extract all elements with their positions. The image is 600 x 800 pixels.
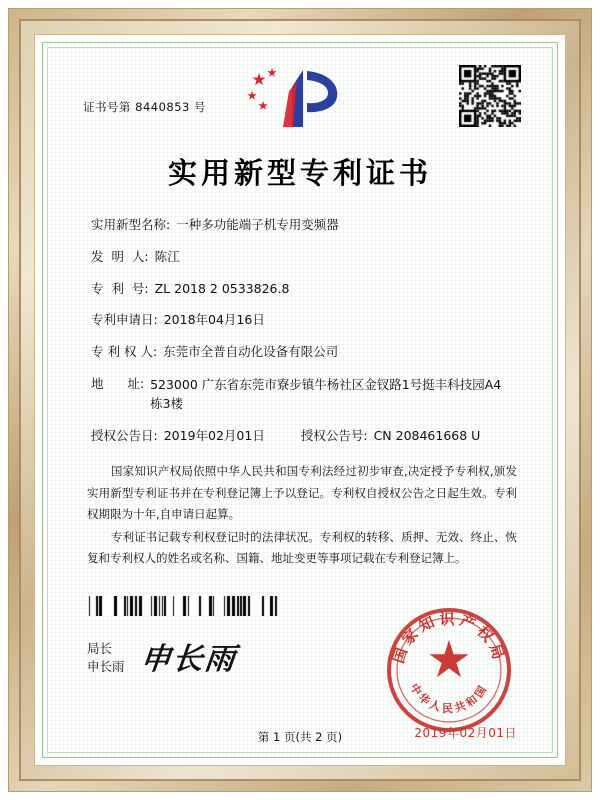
legal-text xyxy=(87,461,517,569)
qr-code xyxy=(459,65,521,127)
page-number: 第 1 页(共 2 页) xyxy=(257,730,343,744)
field-label-grant-date: 授权公告日: xyxy=(91,427,158,443)
field-row-address xyxy=(91,375,513,414)
field-value-grant-date: 2019年02月01日 xyxy=(163,427,265,443)
cnipa-logo-icon xyxy=(245,67,355,131)
field-row-grant-announcement xyxy=(91,427,513,446)
field-label: 发 明 人: xyxy=(91,248,149,264)
signature-label-title: 局长 xyxy=(87,640,113,656)
signature-label-name: 申长雨 xyxy=(87,658,125,674)
svg-text:中华人民共和国: 中华人民共和国 xyxy=(407,680,491,715)
certificate-header xyxy=(69,57,531,135)
certificate-content xyxy=(43,43,557,757)
page-title: 实用新型专利证书 xyxy=(167,156,432,190)
official-seal xyxy=(385,606,513,734)
field-row-inventor xyxy=(91,248,513,267)
field-value: 523000 广东省东莞市寮步镇牛杨社区金钗路1号挺丰科技园A4栋3楼 xyxy=(150,376,502,412)
field-label: 专 利 权 人: xyxy=(91,344,158,359)
certificate-number: 证书号第 8440853 号 xyxy=(83,100,207,114)
certificate-paper xyxy=(42,42,558,758)
field-label: 实用新型名称: xyxy=(91,217,171,232)
field-label: 专 利 号: xyxy=(91,280,149,296)
field-row-patentee xyxy=(91,343,513,362)
field-list xyxy=(69,216,531,445)
field-row-patent-number xyxy=(91,280,513,299)
field-value: 2018年04月16日 xyxy=(163,312,265,328)
svg-text:国家知识产权局: 国家知识产权局 xyxy=(389,609,509,666)
legal-paragraph-1: 国家知识产权局依照中华人民共和国专利法经过初步审查,决定授予专利权,颁发实用新型专利证书并在专利登记簿上予以登记。专利权自授权公告之日起生效。专利权期限为十年,自申请日起算。 xyxy=(87,464,517,521)
field-value: 一种多功能端子机专用变频器 xyxy=(176,217,339,232)
field-label: 地 址: xyxy=(91,375,145,391)
field-label: 专利申请日: xyxy=(91,312,158,328)
field-value: ZL 2018 2 0533826.8 xyxy=(154,280,290,296)
field-value-grant-number: CN 208461668 U xyxy=(373,427,481,443)
legal-paragraph-2: 专利证书记载专利权登记时的法律状况。专利权的转移、质押、无效、终止、恢复和专利权人的姓名或名称、国籍、地址变更等事项记载在专利登记簿上。 xyxy=(87,530,517,566)
field-value: 陈江 xyxy=(154,248,180,264)
field-row-utility-model-name xyxy=(91,216,513,235)
seal-date: 2019年02月01日 xyxy=(414,725,517,740)
field-label-grant-number: 授权公告号: xyxy=(300,427,368,443)
field-value: 东莞市全普自动化设备有限公司 xyxy=(163,344,339,359)
field-row-application-date xyxy=(91,311,513,330)
signature-labels xyxy=(87,640,125,676)
handwritten-signature: 申长雨 xyxy=(138,641,238,677)
barcode xyxy=(87,596,279,616)
signature-block xyxy=(87,640,237,678)
